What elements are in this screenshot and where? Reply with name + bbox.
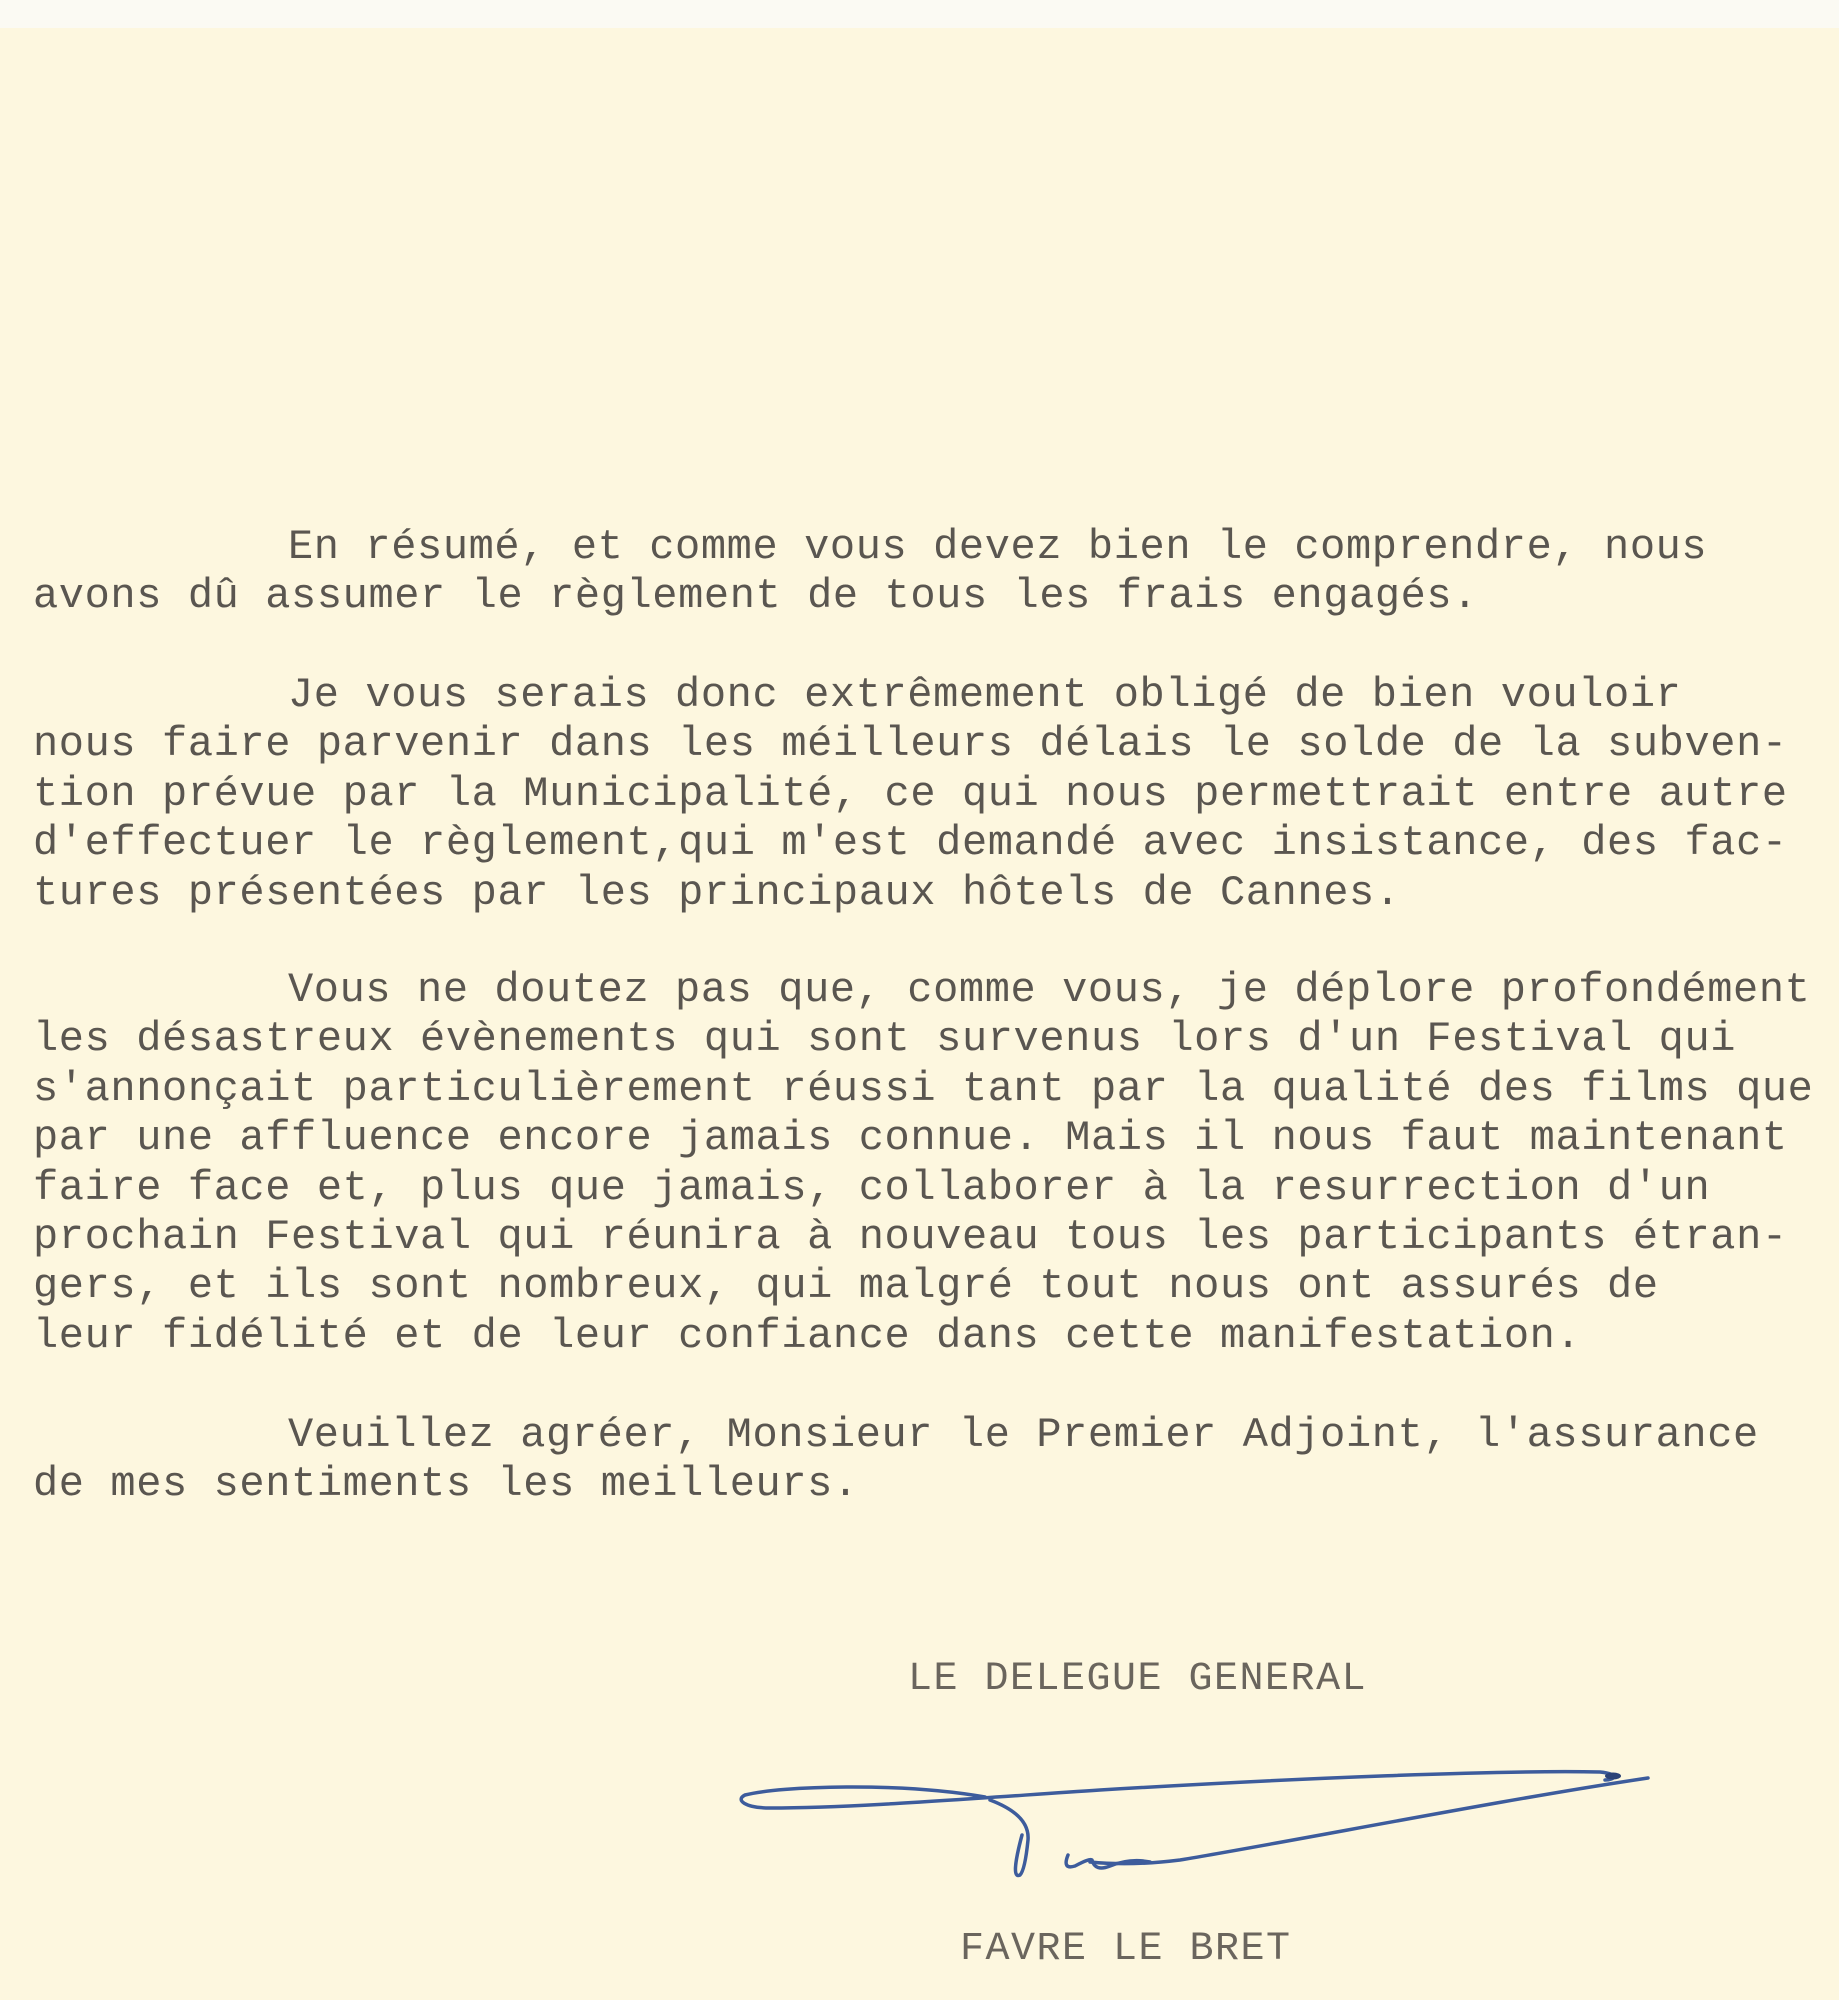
text-line: Je vous serais donc extrêmement obligé de bien vouloir: [288, 671, 1682, 719]
text-line: d'effectuer le règlement,qui m'est demandé avec insistance, des fac-: [33, 819, 1788, 868]
signature-ink-dot: [1605, 1773, 1621, 1780]
text-line: faire face et, plus que jamais, collaborer à la resurrection d'un: [33, 1163, 1711, 1212]
text-line: Veuillez agréer, Monsieur le Premier Adjoint, l'assurance: [288, 1411, 1759, 1459]
signature-stroke: [741, 1772, 1614, 1808]
text-line: Vous ne doutez pas que, comme vous, je déplore profondément: [288, 966, 1811, 1014]
text-line: les désastreux évènements qui sont survenus lors d'un Festival qui: [33, 1015, 1737, 1064]
text-line: En résumé, et comme vous devez bien le comprendre, nous: [288, 523, 1708, 571]
text-line: avons dû assumer le règlement de tous les frais engagés.: [33, 572, 1479, 621]
signatory-title: LE DELEGUE GENERAL: [908, 1657, 1368, 1702]
text-line: tion prévue par la Municipalité, ce qui nous permettrait entre autre: [33, 769, 1788, 818]
text-line: gers, et ils sont nombreux, qui malgré tout nous ont assurés de: [33, 1262, 1659, 1311]
text-line: prochain Festival qui réunira à nouveau tous les participants étran-: [33, 1212, 1788, 1261]
text-line: nous faire parvenir dans les méilleurs délais le solde de la subven-: [33, 720, 1788, 769]
signature-stroke: [1066, 1855, 1150, 1868]
signature-stroke: [1090, 1778, 1648, 1864]
signature-stroke: [990, 1800, 1028, 1876]
text-line: leur fidélité et de leur confiance dans cette manifestation.: [33, 1311, 1582, 1360]
text-line: par une affluence encore jamais connue. Mais il nous faut maintenant: [33, 1114, 1788, 1163]
text-line: s'annonçait particulièrement réussi tant par la qualité des films que: [33, 1064, 1814, 1113]
text-line: tures présentées par les principaux hôtels de Cannes.: [33, 868, 1401, 917]
signatory-name: FAVRE LE BRET: [960, 1927, 1292, 1972]
text-line: de mes sentiments les meilleurs.: [33, 1460, 859, 1509]
